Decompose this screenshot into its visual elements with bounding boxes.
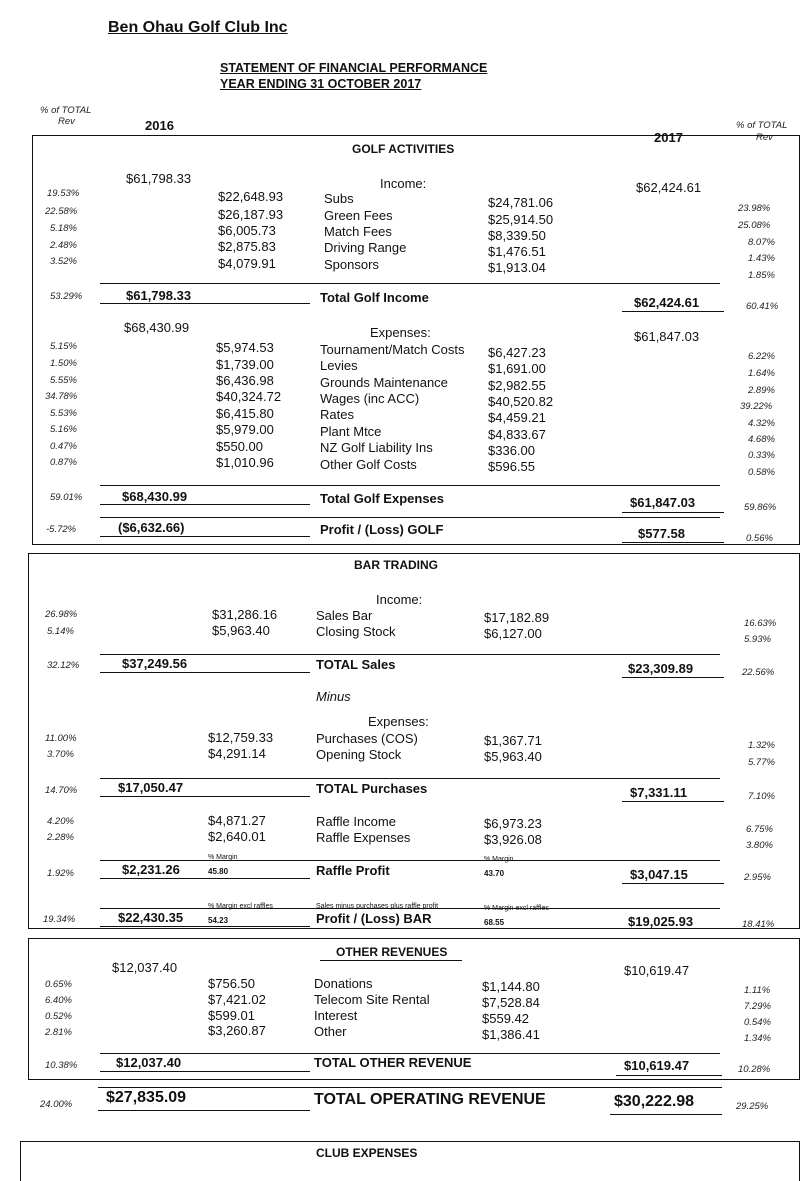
pct-2017: 18.41%	[742, 919, 775, 930]
row-label: Subs	[324, 191, 354, 206]
value-2016: $3,260.87	[208, 1023, 266, 1038]
pct-2016: 0.65%	[45, 979, 72, 990]
value-2017: $61,847.03	[630, 495, 696, 510]
value-2016: $7,421.02	[208, 992, 266, 1007]
pct-2017: 22.56%	[742, 667, 775, 678]
value-2016: $27,835.09	[106, 1089, 187, 1106]
value-2016: $6,436.98	[216, 373, 274, 388]
value-2017: $19,025.93	[628, 914, 694, 929]
year-2016-header: 2016	[145, 118, 174, 133]
value-2016: $17,050.47	[118, 780, 184, 795]
divider-line	[98, 1110, 310, 1111]
row-label: Total Golf Expenses	[320, 491, 445, 506]
pct-2017: 7.10%	[748, 791, 775, 802]
pct-2016: 14.70%	[45, 785, 78, 796]
value-2017: $1,476.51	[488, 244, 546, 259]
pct-2016: 59.01%	[50, 492, 83, 503]
row-label: Driving Range	[324, 240, 407, 255]
pct-2016: 3.70%	[47, 749, 74, 760]
pct-2016: 26.98%	[45, 609, 78, 620]
value-2017: $1,386.41	[482, 1027, 540, 1042]
pct-2017: 8.07%	[748, 237, 775, 248]
value-2016: $599.01	[208, 1008, 255, 1023]
value-2017: $336.00	[488, 443, 535, 458]
pct-2017: 1.64%	[748, 368, 775, 379]
row-label: Match Fees	[324, 224, 392, 239]
value-2016: $2,640.01	[208, 829, 266, 844]
pct-2016: 5.15%	[50, 341, 77, 352]
margin-label-2017: % Margin	[484, 856, 514, 863]
pct-header-left-1: % of TOTAL	[40, 105, 92, 116]
value-2016: ($6,632.66)	[118, 520, 185, 535]
value-2016: $4,871.27	[208, 813, 266, 828]
value-2017: $1,144.80	[482, 979, 540, 994]
value-2017: $62,424.61	[634, 295, 700, 310]
divider-line	[100, 796, 310, 797]
pct-header-right-2: Rev	[756, 132, 773, 143]
divider-line	[100, 517, 720, 518]
other-revenue-2017: $10,619.47	[624, 963, 690, 978]
pct-2016: -5.72%	[46, 524, 77, 535]
value-2017: $40,520.82	[488, 394, 554, 409]
value-2016: $22,648.93	[218, 189, 284, 204]
pct-2016: 5.14%	[47, 626, 74, 637]
value-2017: $577.58	[638, 526, 685, 541]
divider-line	[100, 1053, 720, 1054]
club-expenses-title: CLUB EXPENSES	[316, 1146, 418, 1160]
pct-2016: 32.12%	[47, 660, 80, 671]
pct-2016: 2.48%	[50, 240, 77, 251]
value-2016: $4,291.14	[208, 746, 266, 761]
value-2017: $559.42	[482, 1011, 529, 1026]
value-2016: $756.50	[208, 976, 255, 991]
value-2017: $24,781.06	[488, 195, 554, 210]
pct-2016: 11.00%	[45, 733, 77, 744]
row-label: Closing Stock	[316, 624, 396, 639]
row-label: Raffle Profit	[316, 863, 390, 878]
pct-2017: 23.98%	[738, 203, 771, 214]
bar-minus-label: Minus	[316, 689, 351, 704]
row-label: Opening Stock	[316, 747, 402, 762]
value-2016: $1,739.00	[216, 357, 274, 372]
margin-excl-label-2016: % Margin excl raffles	[208, 903, 273, 910]
divider-line	[100, 778, 720, 779]
margin-excl-label-2017: % Margin excl raffles	[484, 905, 549, 912]
value-2016: $6,415.80	[216, 406, 274, 421]
value-2016: $1,010.96	[216, 455, 274, 470]
value-2016: $5,974.53	[216, 340, 274, 355]
divider-line	[100, 283, 720, 284]
margin-2016: 45.80	[208, 867, 229, 876]
margin-2017: 43.70	[484, 869, 505, 878]
value-2016: $4,079.91	[218, 256, 276, 271]
golf-expenses-label: Expenses:	[370, 325, 431, 340]
value-2016: $61,798.33	[126, 288, 192, 303]
pct-2016: 6.40%	[45, 995, 72, 1006]
value-2017: $10,619.47	[624, 1058, 690, 1073]
pct-2017: 5.77%	[748, 757, 775, 768]
value-2017: $23,309.89	[628, 661, 694, 676]
divider-line	[100, 926, 310, 927]
value-2016: $6,005.73	[218, 223, 276, 238]
value-2017: $1,691.00	[488, 361, 546, 376]
value-2016: $5,963.40	[212, 623, 270, 638]
pct-2017: 60.41%	[746, 301, 779, 312]
value-2016: $12,759.33	[208, 730, 274, 745]
row-label: Purchases (COS)	[316, 731, 418, 746]
row-label: TOTAL OPERATING REVENUE	[314, 1091, 546, 1108]
divider-line	[100, 536, 310, 537]
pct-2017: 6.22%	[748, 351, 775, 362]
row-label: Interest	[314, 1008, 358, 1023]
pct-2016: 5.18%	[50, 223, 77, 234]
value-2016: $40,324.72	[216, 389, 282, 404]
divider-line	[100, 504, 310, 505]
pct-2017: 6.75%	[746, 824, 773, 835]
pct-2016: 2.28%	[47, 832, 74, 843]
row-label: Levies	[320, 358, 358, 373]
value-2017: $7,528.84	[482, 995, 540, 1010]
pct-header-right-1: % of TOTAL	[736, 120, 788, 131]
divider-line	[622, 311, 724, 312]
margin-2017: 68.55	[484, 918, 505, 927]
pct-2016: 10.38%	[45, 1060, 78, 1071]
pct-2017: 2.95%	[744, 872, 771, 883]
value-2017: $3,926.08	[484, 832, 542, 847]
value-2016: $550.00	[216, 439, 263, 454]
pct-2017: 39.22%	[740, 401, 773, 412]
pct-2017: 0.58%	[748, 467, 775, 478]
pct-2017: 0.33%	[748, 450, 775, 461]
divider-line	[100, 1071, 310, 1072]
row-label: Grounds Maintenance	[320, 375, 448, 390]
row-label: TOTAL OTHER REVENUE	[314, 1055, 472, 1070]
year-2017-header: 2017	[654, 130, 683, 145]
pct-2017: 1.43%	[748, 253, 775, 264]
pct-2016: 22.58%	[45, 206, 78, 217]
row-label: TOTAL Purchases	[316, 781, 428, 796]
row-label: Wages (inc ACC)	[320, 391, 420, 406]
value-2016: $37,249.56	[122, 656, 188, 671]
pct-2017: 1.34%	[744, 1033, 771, 1044]
pct-2016: 5.16%	[50, 424, 77, 435]
value-2017: $1,367.71	[484, 733, 542, 748]
divider-line	[622, 512, 724, 513]
pct-2017: 2.89%	[748, 385, 775, 396]
statement-title: STATEMENT OF FINANCIAL PERFORMANCE	[220, 61, 488, 75]
pct-2017: 1.85%	[748, 270, 775, 281]
divider-line	[622, 801, 724, 802]
pct-2016: 5.53%	[50, 408, 77, 419]
golf-expenses-2017: $61,847.03	[634, 329, 700, 344]
pct-2017: 4.32%	[748, 418, 775, 429]
pct-2017: 4.68%	[748, 434, 775, 445]
divider-line	[100, 654, 720, 655]
divider-line	[100, 860, 720, 861]
value-2017: $596.55	[488, 459, 535, 474]
row-label: Tournament/Match Costs	[320, 342, 465, 357]
bar-section-title: BAR TRADING	[354, 558, 438, 572]
row-label: Green Fees	[324, 208, 393, 223]
value-2017: $25,914.50	[488, 212, 554, 227]
divider-line	[100, 878, 310, 879]
row-label: Telecom Site Rental	[314, 992, 430, 1007]
divider-line	[622, 883, 724, 884]
row-label: Total Golf Income	[320, 290, 429, 305]
pct-2017: 5.93%	[744, 634, 771, 645]
row-label: Plant Mtce	[320, 424, 382, 439]
value-2016: $2,875.83	[218, 239, 276, 254]
value-2017: $6,427.23	[488, 345, 546, 360]
value-2017: $1,913.04	[488, 260, 546, 275]
pct-2017: 1.32%	[748, 740, 775, 751]
divider-line	[98, 1087, 722, 1088]
value-2017: $6,973.23	[484, 816, 542, 831]
row-label: TOTAL Sales	[316, 657, 396, 672]
pct-2016: 5.55%	[50, 375, 77, 386]
row-label: Profit / (Loss) BAR	[316, 911, 432, 926]
pct-2016: 0.52%	[45, 1011, 72, 1022]
value-2016: $12,037.40	[116, 1055, 182, 1070]
divider-line	[616, 1075, 722, 1076]
value-2017: $6,127.00	[484, 626, 542, 641]
value-2017: $3,047.15	[630, 867, 688, 882]
margin-label-2016: % Margin	[208, 854, 238, 861]
value-2016: $22,430.35	[118, 910, 184, 925]
value-2016: $31,286.16	[212, 607, 278, 622]
pct-2016: 19.34%	[43, 914, 76, 925]
row-label: Sponsors	[324, 257, 379, 272]
pct-2017: 59.86%	[744, 502, 777, 513]
bar-expenses-label: Expenses:	[368, 714, 429, 729]
row-label: Donations	[314, 976, 373, 991]
value-2017: $7,331.11	[630, 785, 688, 800]
statement-period: YEAR ENDING 31 OCTOBER 2017	[220, 77, 422, 91]
pct-2017: 29.25%	[736, 1101, 769, 1112]
value-2017: $17,182.89	[484, 610, 550, 625]
value-2016: $5,979.00	[216, 422, 274, 437]
bar-income-label: Income:	[376, 592, 423, 607]
pct-2016: 1.50%	[50, 358, 77, 369]
value-2017: $30,222.98	[614, 1093, 695, 1110]
other-revenue-2016: $12,037.40	[112, 960, 178, 975]
divider-line	[610, 1114, 722, 1115]
pct-2016: 34.78%	[45, 391, 78, 402]
value-2016: $68,430.99	[122, 489, 188, 504]
divider-line	[320, 960, 462, 961]
golf-expenses-2016: $68,430.99	[124, 320, 190, 335]
sales-formula-note: Sales minus purchases plus raffle profit	[316, 903, 439, 910]
divider-line	[100, 672, 310, 673]
golf-income-2016: $61,798.33	[126, 171, 192, 186]
pct-2016: 3.52%	[50, 256, 77, 267]
row-label: Other	[314, 1024, 347, 1039]
pct-2017: 25.08%	[738, 220, 771, 231]
pct-2016: 19.53%	[47, 188, 80, 199]
divider-line	[100, 485, 720, 486]
row-label: Profit / (Loss) GOLF	[320, 522, 444, 537]
golf-income-label: Income:	[380, 176, 427, 191]
pct-2016: 24.00%	[40, 1099, 73, 1110]
value-2017: $4,459.21	[488, 410, 546, 425]
divider-line	[622, 677, 724, 678]
margin-2016: 54.23	[208, 916, 229, 925]
pct-2016: 1.92%	[47, 868, 74, 879]
pct-2016: 0.47%	[50, 441, 77, 452]
row-label: Rates	[320, 407, 354, 422]
pct-2017: 16.63%	[744, 618, 777, 629]
pct-2017: 7.29%	[744, 1001, 771, 1012]
pct-2016: 53.29%	[50, 291, 83, 302]
other-section-title: OTHER REVENUES	[336, 945, 448, 959]
row-label: Other Golf Costs	[320, 457, 417, 472]
pct-2017: 10.28%	[738, 1064, 771, 1075]
row-label: Sales Bar	[316, 608, 373, 623]
value-2017: $8,339.50	[488, 228, 546, 243]
value-2016: $2,231.26	[122, 862, 180, 877]
pct-2017: 1.11%	[744, 985, 771, 996]
row-label: Raffle Expenses	[316, 830, 411, 845]
pct-2017: 0.56%	[746, 533, 773, 544]
value-2016: $26,187.93	[218, 207, 284, 222]
pct-2016: 0.87%	[50, 457, 77, 468]
row-label: NZ Golf Liability Ins	[320, 440, 433, 455]
pct-2017: 0.54%	[744, 1017, 771, 1028]
golf-section-title: GOLF ACTIVITIES	[352, 142, 455, 156]
pct-header-left-2: Rev	[58, 116, 75, 127]
divider-line	[622, 542, 724, 543]
golf-income-2017: $62,424.61	[636, 180, 702, 195]
divider-line	[100, 303, 310, 304]
value-2017: $2,982.55	[488, 378, 546, 393]
value-2017: $5,963.40	[484, 749, 542, 764]
pct-2016: 4.20%	[47, 816, 74, 827]
row-label: Raffle Income	[316, 814, 396, 829]
pct-2017: 3.80%	[746, 840, 773, 851]
club-name: Ben Ohau Golf Club Inc	[108, 19, 288, 36]
divider-line	[100, 908, 720, 909]
value-2017: $4,833.67	[488, 427, 546, 442]
pct-2016: 2.81%	[45, 1027, 72, 1038]
